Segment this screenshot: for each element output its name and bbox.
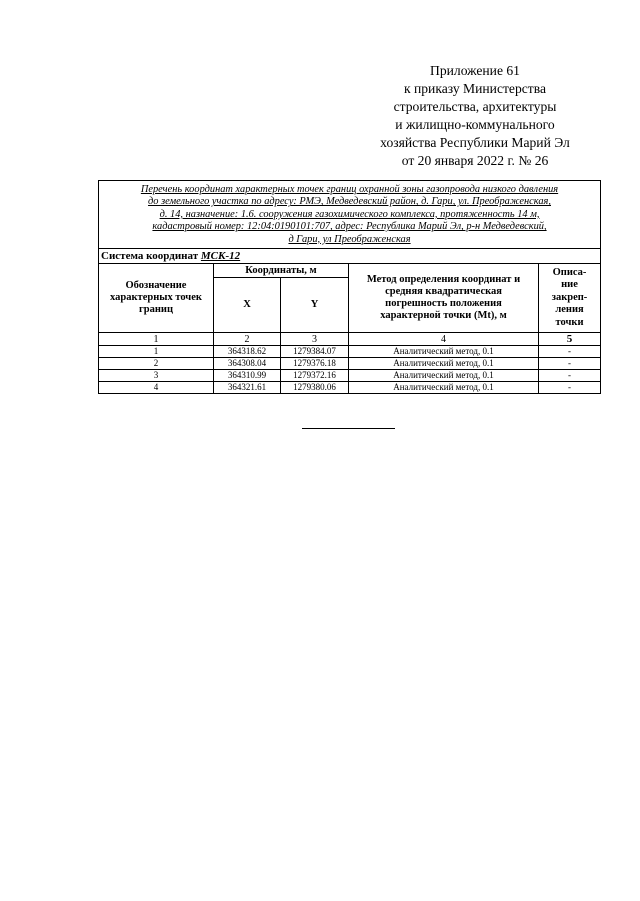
cell-point: 1	[99, 346, 214, 358]
appendix-line: к приказу Министерства	[403, 81, 547, 96]
header-point	[99, 264, 214, 333]
table-title-line: д Гари, ул Преображенская	[288, 233, 411, 245]
cell-description: -	[539, 346, 601, 358]
cell-method: Аналитический метод, 0.1	[349, 346, 539, 358]
header-description-line: Описа-	[552, 266, 587, 278]
appendix-line: от 20 января 2022 г. № 26	[401, 153, 549, 168]
header-point-line: Обозначение	[125, 280, 187, 292]
table-row	[99, 358, 601, 370]
header-method-line: погрешность положения	[385, 298, 502, 310]
header-description-line: закреп-	[551, 291, 588, 303]
coordinate-system-label: Система координат	[101, 250, 199, 263]
header-method	[349, 264, 539, 333]
header-point-line: границ	[138, 304, 173, 316]
header-method-line: средняя квадратическая	[385, 286, 502, 298]
table-title-line: д. 14, назначение: 1.6. сооружения газохимического комплекса, протяженность 14 м,	[159, 208, 540, 220]
cell-y: 1279376.18	[281, 358, 349, 370]
appendix-line: и жилищно-коммунального	[395, 117, 555, 132]
cell-method: Аналитический метод, 0.1	[349, 358, 539, 370]
header-coordinates: Координаты, м	[214, 264, 349, 278]
column-number: 3	[281, 333, 349, 346]
appendix-line: Приложение 61	[430, 63, 520, 78]
coordinate-system-row	[99, 249, 601, 264]
coordinates-table	[98, 180, 601, 394]
cell-x: 364308.04	[214, 358, 281, 370]
header-y: Y	[281, 278, 349, 333]
appendix-line: хозяйства Республики Марий Эл	[380, 135, 570, 150]
header-description	[539, 264, 601, 333]
cell-description: -	[539, 358, 601, 370]
footer-divider	[302, 428, 395, 429]
column-number: 1	[99, 333, 214, 346]
header-method-line: Метод определения координат и	[366, 274, 521, 286]
header-point-line: характерных точек	[110, 292, 202, 304]
cell-x: 364310.99	[214, 370, 281, 382]
column-number: 5	[539, 333, 601, 346]
cell-point: 2	[99, 358, 214, 370]
table-title-line: кадастровый номер: 12:04:0190101:707, адрес: Республика Марий Эл, р-н Медведевский,	[152, 221, 547, 233]
cell-y: 1279372.16	[281, 370, 349, 382]
cell-method: Аналитический метод, 0.1	[349, 370, 539, 382]
appendix-header	[340, 62, 610, 170]
coordinates-table-wrapper	[98, 180, 600, 394]
cell-method: Аналитический метод, 0.1	[349, 382, 539, 394]
column-number: 2	[214, 333, 281, 346]
table-row	[99, 382, 601, 394]
cell-description: -	[539, 370, 601, 382]
coordinate-system-name: МСК-12	[200, 250, 241, 263]
cell-x: 364318.62	[214, 346, 281, 358]
appendix-line: строительства, архитектуры	[393, 99, 557, 114]
table-title	[99, 181, 601, 249]
cell-point: 4	[99, 382, 214, 394]
table-row	[99, 346, 601, 358]
cell-x: 364321.61	[214, 382, 281, 394]
cell-y: 1279380.06	[281, 382, 349, 394]
column-number: 4	[349, 333, 539, 346]
header-description-line: ления	[555, 304, 584, 316]
table-row	[99, 370, 601, 382]
cell-description: -	[539, 382, 601, 394]
cell-point: 3	[99, 370, 214, 382]
header-description-line: точки	[555, 316, 584, 328]
column-numbers-row	[99, 333, 601, 346]
table-title-line: до земельного участка по адресу: РМЭ, Медведевский район, д. Гари, ул. Преображенская,	[148, 196, 551, 208]
header-method-line: характерной точки (Mt), м	[380, 310, 507, 322]
header-x: X	[214, 278, 281, 333]
header-description-line: ние	[561, 279, 578, 291]
cell-y: 1279384.07	[281, 346, 349, 358]
table-title-line: Перечень координат характерных точек границ охранной зоны газопровода низкого давления	[140, 184, 559, 195]
